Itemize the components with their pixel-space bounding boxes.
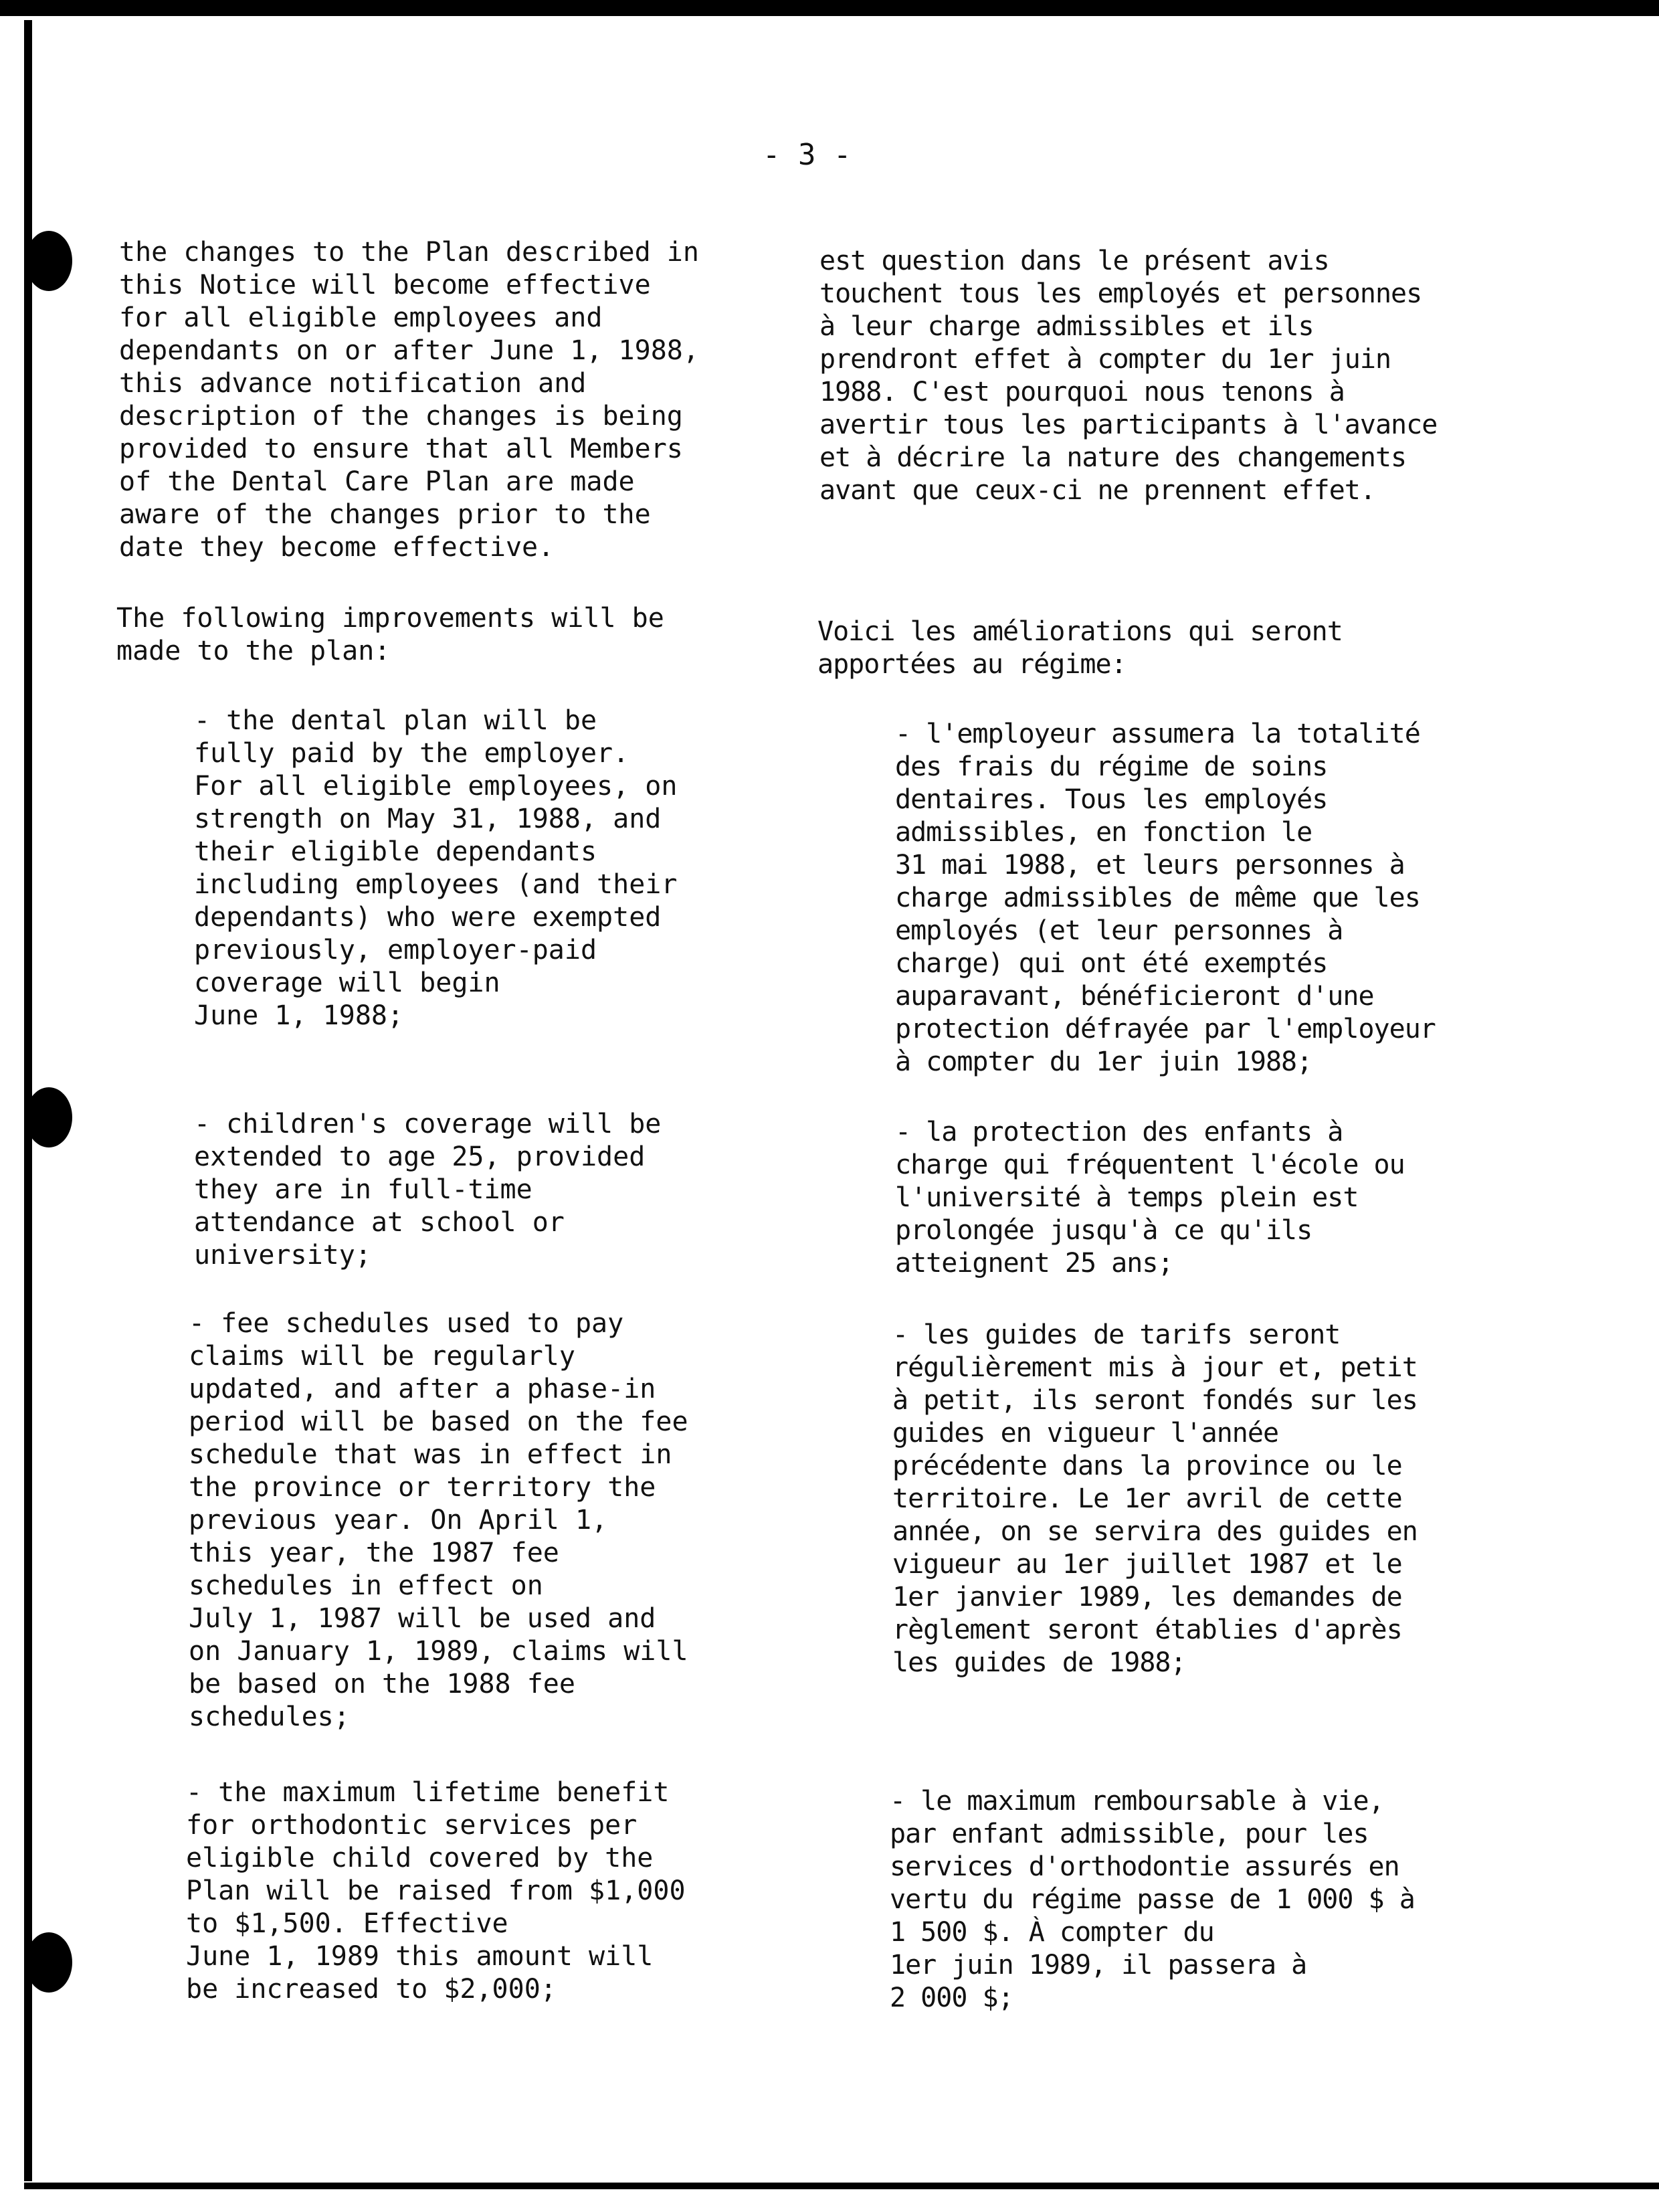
punch-hole-top	[25, 231, 72, 291]
fr-item-children-coverage: - la protection des enfants à charge qui fréquentent l'école ou l'université à temps plein est prolongée jusqu'à ce qu'ils atteignent 25 ans;	[895, 1117, 1405, 1279]
fr-improvements-lead: Voici les améliorations qui seront apportées au régime:	[817, 616, 1343, 680]
fr-item-employer-paid: - l'employeur assumera la totalité des frais du régime de soins dentaires. Tous les employés admissibles, en fonction le 31 mai 1988, et leurs personnes à charge admissibles de même que les employés (et leur personnes à charge) qui ont été exemptés auparavant, bénéficieront d'une protection défrayée par l'employeur à compter du 1er juin 1988;	[895, 719, 1436, 1077]
en-item-employer-paid: - the dental plan will be fully paid by the employer. For all eligible employees, on strength on May 31, 1988, and their eligible dependants including employees (and their dependants) who were exempted previously, employer-paid coverage will begin June 1, 1988;	[194, 705, 678, 1031]
scan-top-border	[0, 0, 1659, 16]
fr-intro-paragraph: est question dans le présent avis touchent tous les employés et personnes à leur charge admissibles et ils prendront effet à compter du 1er juin 1988. C'est pourquoi nous tenons à avertir tous les participants à l'avance et à décrire la nature des changements avant que ceux-ci ne prennent effet.	[819, 246, 1438, 506]
en-item-orthodontic: - the maximum lifetime benefit for orthodontic services per eligible child covered by the Plan will be raised from $1,000 to $1,500. Effective June 1, 1989 this amount will be increased to $2,000;	[186, 1777, 686, 2005]
punch-hole-middle	[25, 1087, 72, 1147]
fr-item-fee-schedules: - les guides de tarifs seront régulièrement mis à jour et, petit à petit, ils seront fondés sur les guides en vigueur l'année précédente dans la province ou le territoire. Le 1er avril de cette année, on se servira des guides en vigueur au 1er juillet 1987 et le 1er janvier 1989, les demandes de règlement seront établies d'après les guides de 1988;	[892, 1319, 1418, 1678]
page-number: - 3 -	[763, 138, 852, 172]
scan-bottom-border	[24, 2183, 1659, 2189]
en-intro-paragraph: the changes to the Plan described in this Notice will become effective for all eligible employees and dependants on or after June 1, 1988, this advance notification and description of the changes is being provided to ensure that all Members of the Dental Care Plan are made aware of the changes prior to the date they become effective.	[119, 237, 699, 563]
en-item-children-coverage: - children's coverage will be extended to age 25, provided they are in full-time attendance at school or university;	[194, 1109, 662, 1271]
en-improvements-lead: The following improvements will be made to the plan:	[116, 603, 664, 666]
fr-item-orthodontic: - le maximum remboursable à vie, par enfant admissible, pour les services d'orthodontie assurés en vertu du régime passe de 1 000 $ à 1 500 $. À compter du 1er juin 1989, il passera à 2 000 $;	[890, 1786, 1415, 2013]
punch-hole-bottom	[25, 1932, 72, 1993]
en-item-fee-schedules: - fee schedules used to pay claims will be regularly updated, and after a phase-in period will be based on the fee schedule that was in effect in the province or territory the previous year. On April 1, this year, the 1987 fee schedules in effect on July 1, 1987 will be used and on January 1, 1989, claims will be based on the 1988 fee schedules;	[189, 1308, 688, 1732]
